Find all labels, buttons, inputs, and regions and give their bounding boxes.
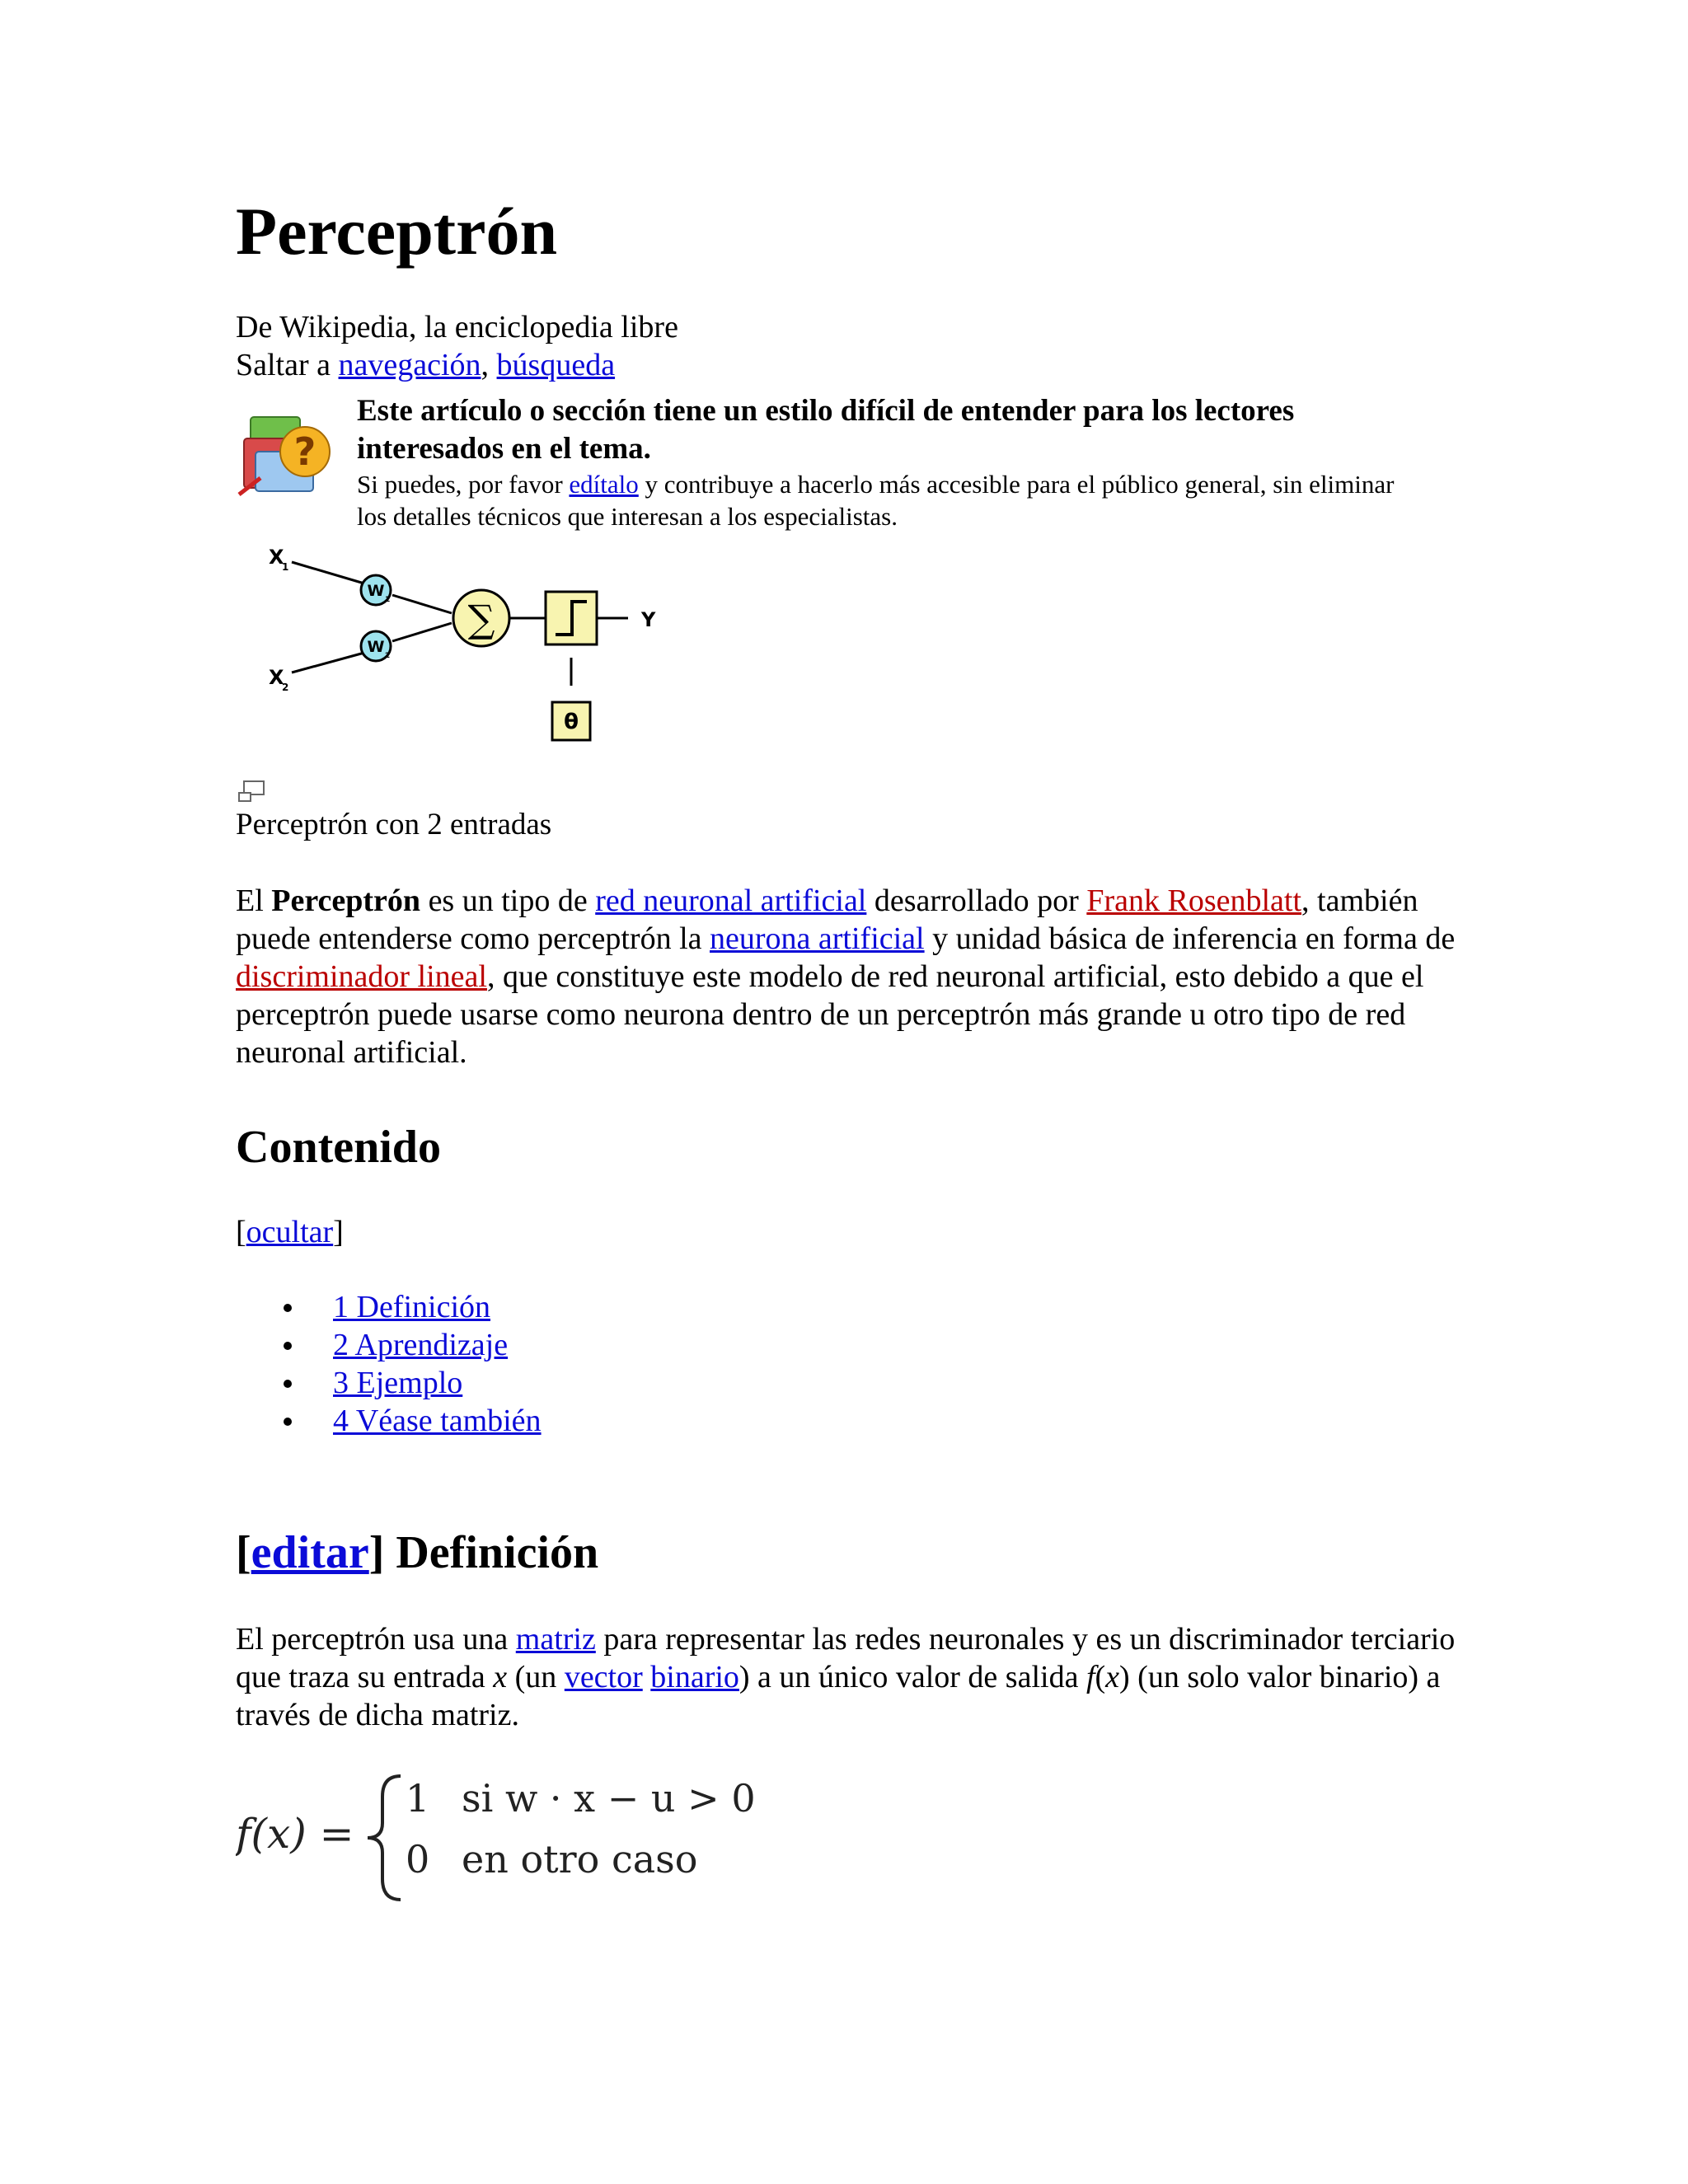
diagram-w1-sub: 1 bbox=[385, 596, 391, 604]
enlarge-icon[interactable] bbox=[237, 780, 267, 804]
jump-search-link[interactable]: búsqueda bbox=[496, 348, 616, 382]
link-frank-rosenblatt[interactable]: Frank Rosenblatt bbox=[1086, 883, 1302, 918]
formula-case2-value: 0 bbox=[406, 1837, 430, 1882]
def-var-f: f bbox=[1085, 1660, 1095, 1694]
diagram-w1-label: W bbox=[367, 582, 385, 600]
toc-link-ejemplo[interactable]: 3 Ejemplo bbox=[333, 1366, 463, 1400]
section-edit-link[interactable]: editar bbox=[251, 1527, 369, 1578]
intro-text-2: es un tipo de bbox=[420, 883, 596, 918]
diagram-x2-label: X bbox=[269, 666, 284, 689]
definition-paragraph bbox=[236, 1620, 1472, 1734]
toc-heading: Contenido bbox=[236, 1122, 441, 1173]
notice-edit-link[interactable]: edítalo bbox=[569, 470, 639, 499]
jump-prefix: Saltar a bbox=[236, 348, 339, 382]
toc-bracket-close: ] bbox=[333, 1215, 344, 1249]
link-matriz[interactable]: matriz bbox=[515, 1622, 596, 1657]
toc-item bbox=[236, 1402, 542, 1440]
section-title-text: ] Definición bbox=[368, 1527, 599, 1578]
intro-text-4: , también puede entenderse como perceptrón la bbox=[236, 883, 1418, 956]
link-binario[interactable]: binario bbox=[650, 1660, 739, 1694]
diagram-x1-label: X bbox=[269, 546, 284, 569]
formula-brace bbox=[368, 1776, 401, 1900]
intro-bold-term: Perceptrón bbox=[271, 883, 421, 918]
step-function-formula bbox=[236, 1764, 763, 1912]
diagram-output-label: Y bbox=[641, 608, 656, 631]
def-var-x2: x bbox=[1105, 1660, 1120, 1694]
def-var-x: x bbox=[493, 1660, 508, 1694]
intro-text-1: El bbox=[236, 883, 272, 918]
link-vector[interactable]: vector bbox=[564, 1660, 643, 1694]
link-neurona-artificial[interactable]: neurona artificial bbox=[710, 921, 925, 956]
sum-symbol: ∑ bbox=[467, 597, 495, 641]
toc-link-vease-tambien[interactable]: 4 Véase también bbox=[333, 1404, 542, 1438]
perceptron-diagram[interactable] bbox=[269, 544, 994, 758]
intro-text-3: desarrollado por bbox=[866, 883, 1087, 918]
section-bracket-open: [ bbox=[236, 1527, 251, 1578]
svg-text:?: ? bbox=[293, 429, 316, 474]
def-text-3: (un bbox=[507, 1660, 565, 1694]
def-text-5: ( bbox=[1095, 1660, 1106, 1694]
diagram-x1-sub: 1 bbox=[282, 561, 289, 573]
notice-title: Este artículo o sección tiene un estilo difícil de entender para los lectores interesados en el tema. bbox=[357, 394, 1295, 466]
formula-case1-condition: si w · x − u > 0 bbox=[462, 1776, 756, 1821]
toc-item bbox=[236, 1364, 542, 1402]
jump-navigation-link[interactable]: navegación bbox=[338, 348, 481, 382]
diagram-w2-label: W bbox=[367, 638, 385, 656]
diagram-w2-sub: 2 bbox=[385, 652, 391, 660]
notice-body-suffix: y contribuye a hacerlo más accesible para el público general, sin eliminar los detalles técnicos que interesan a los especialistas. bbox=[357, 470, 1395, 531]
toc-toggle bbox=[236, 1213, 344, 1251]
def-space bbox=[643, 1660, 651, 1694]
def-text-4: ) a un único valor de salida bbox=[738, 1660, 1086, 1694]
diagram-x2-sub: 2 bbox=[282, 682, 289, 693]
section-heading-definicion bbox=[236, 1527, 599, 1578]
link-discriminador-lineal[interactable]: discriminador lineal bbox=[236, 959, 487, 994]
jump-separator: , bbox=[481, 348, 497, 382]
formula-lhs: f(x) = bbox=[236, 1810, 354, 1858]
notice-body bbox=[357, 468, 1395, 532]
formula-case1-value: 1 bbox=[406, 1776, 430, 1821]
intro-text-5: y unidad básica de inferencia en forma de bbox=[924, 921, 1456, 956]
toc-bracket-open: [ bbox=[236, 1215, 246, 1249]
jump-links bbox=[236, 346, 615, 384]
diagram-caption: Perceptrón con 2 entradas bbox=[236, 808, 552, 841]
toc-item bbox=[236, 1288, 542, 1326]
page-title: Perceptrón bbox=[236, 194, 558, 269]
notice-text bbox=[357, 392, 1395, 532]
toc-link-aprendizaje[interactable]: 2 Aprendizaje bbox=[333, 1328, 509, 1362]
toc-item bbox=[236, 1326, 542, 1364]
toc-hide-link[interactable]: ocultar bbox=[246, 1215, 334, 1249]
diagram-theta-label: θ bbox=[564, 710, 579, 734]
books-question-icon bbox=[236, 409, 341, 499]
intro-text-6: , que constituye este modelo de red neuronal artificial, esto debido a que el perceptrón puede usarse como neurona dentro de un perceptrón más grande u otro tipo de red neuronal artificial. bbox=[236, 959, 1424, 1070]
tagline: De Wikipedia, la enciclopedia libre bbox=[236, 310, 678, 344]
notice-body-prefix: Si puedes, por favor bbox=[357, 470, 570, 499]
toc-list bbox=[236, 1288, 542, 1440]
intro-paragraph bbox=[236, 882, 1472, 1071]
def-text-2: para representar las redes neuronales y es un discriminador terciario que traza su entrada bbox=[236, 1622, 1456, 1694]
toc-link-definicion[interactable]: 1 Definición bbox=[333, 1290, 491, 1324]
style-notice-box bbox=[236, 392, 1472, 541]
def-text-6: ) (un solo valor binario) a través de dicha matriz. bbox=[236, 1660, 1441, 1732]
def-text-1: El perceptrón usa una bbox=[236, 1622, 516, 1657]
link-red-neuronal-artificial[interactable]: red neuronal artificial bbox=[595, 883, 867, 918]
formula-case2-condition: en otro caso bbox=[462, 1837, 698, 1882]
